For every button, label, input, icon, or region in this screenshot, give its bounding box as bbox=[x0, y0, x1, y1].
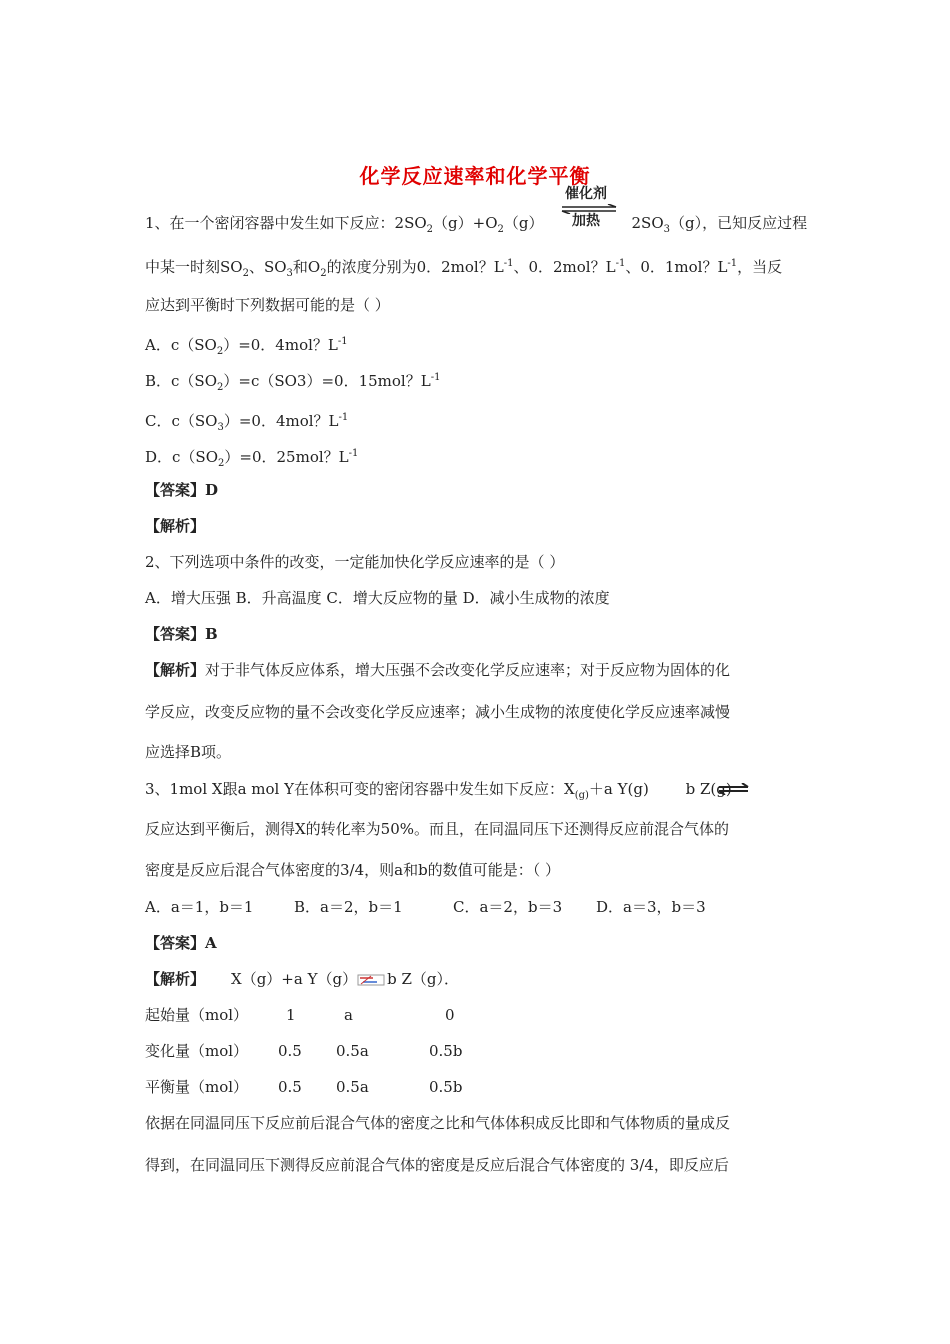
subscript: 3 bbox=[663, 224, 670, 235]
subscript: 3 bbox=[286, 268, 293, 279]
superscript: -1 bbox=[348, 448, 359, 459]
q3-text: b Z(g) bbox=[680, 780, 732, 798]
q1-text: 2SO bbox=[631, 214, 664, 232]
q2-answer: 【答案】B bbox=[145, 625, 218, 643]
q1-text: 、0．1mol？L bbox=[625, 258, 728, 276]
subscript: 2 bbox=[218, 458, 225, 469]
catalyst-condition: 催化剂 bbox=[565, 186, 607, 202]
q3-text: 3、1mol X跟a mol Y在体积可变的密闭容器中发生如下反应：X bbox=[145, 780, 575, 798]
q1-text: 1、在一个密闭容器中发生如下反应：2SO bbox=[145, 214, 427, 232]
row-x: 0.5 bbox=[278, 1078, 302, 1096]
row-z: 0 bbox=[445, 1006, 455, 1024]
q1-text: 中某一时刻SO bbox=[145, 258, 243, 276]
q3-option-b: B．a＝2，b＝1 bbox=[294, 898, 403, 916]
q1-stem-line1 bbox=[145, 213, 807, 240]
q3-option-a: A．a＝1，b＝1 bbox=[145, 898, 254, 916]
row-y: 0.5a bbox=[336, 1042, 369, 1060]
row-label: 起始量（mol） bbox=[145, 1006, 249, 1024]
q1-option-c bbox=[145, 408, 348, 438]
subscript: 2 bbox=[217, 382, 224, 393]
row-label: 变化量（mol） bbox=[145, 1042, 249, 1060]
q1-text: （g） bbox=[503, 214, 544, 232]
row-z: 0.5b bbox=[429, 1078, 463, 1096]
q1-stem-line3: 应达到平衡时下列数据可能的是（ ） bbox=[145, 296, 390, 314]
q1-text: ）=0．4mol？L bbox=[223, 336, 338, 354]
subscript: 3 bbox=[217, 422, 224, 433]
q1-text: D．c（SO bbox=[145, 448, 219, 466]
equilibrium-arrow-icon bbox=[357, 974, 387, 986]
q3-para1: 依据在同温同压下反应前后混合气体的密度之比和气体体积成反比即和气体物质的量成反 bbox=[145, 1114, 731, 1132]
q1-text: B．c（SO bbox=[145, 372, 217, 390]
row-x: 0.5 bbox=[278, 1042, 302, 1060]
row-z: 0.5b bbox=[429, 1042, 463, 1060]
subscript: (g) bbox=[574, 790, 589, 801]
q2-options: A．增大压强 B．升高温度 C．增大反应物的量 D．减小生成物的浓度 bbox=[145, 589, 610, 607]
q1-text: 、SO bbox=[248, 258, 287, 276]
superscript: -1 bbox=[337, 336, 348, 347]
document-title: 化学反应速率和化学平衡 bbox=[359, 164, 591, 188]
q3-para2: 得到，在同温同压下测得反应前混合气体的密度是反应后混合气体密度的 3/4，即反应后 bbox=[145, 1156, 729, 1174]
q1-text: （g）+O bbox=[433, 214, 498, 232]
q1-text: 的浓度分别为0．2mol？L bbox=[326, 258, 504, 276]
q1-text: 和O bbox=[292, 258, 321, 276]
superscript: -1 bbox=[727, 258, 738, 269]
q3-text: ＋a Y(g) bbox=[588, 780, 649, 798]
row-y: 0.5a bbox=[336, 1078, 369, 1096]
q1-text: A．c（SO bbox=[145, 336, 217, 354]
q2-analysis-line3: 应选择B项。 bbox=[145, 743, 232, 761]
subscript: 2 bbox=[242, 268, 249, 279]
q3-answer: 【答案】A bbox=[145, 934, 217, 952]
q1-option-b bbox=[145, 368, 440, 398]
q3-stem-line1 bbox=[145, 779, 732, 806]
q1-text: 、0．2mol？L bbox=[513, 258, 616, 276]
q3-analysis-eq bbox=[145, 969, 459, 989]
equilibrium-arrow-icon bbox=[718, 783, 750, 795]
analysis-label: 【解析】 bbox=[145, 970, 206, 988]
row-y: a bbox=[344, 1006, 353, 1024]
q3-option-c: C．a＝2，b＝3 bbox=[453, 898, 563, 916]
analysis-label: 【解析】 bbox=[145, 661, 206, 679]
q2-analysis-line2: 学反应，改变反应物的量不会改变化学反应速率；减小生成物的浓度使化学反应速率减慢 bbox=[145, 703, 731, 721]
row-x: 1 bbox=[286, 1006, 296, 1024]
subscript: 2 bbox=[426, 224, 434, 235]
q3-option-d: D．a＝3，b＝3 bbox=[596, 898, 706, 916]
q2-analysis-line1 bbox=[145, 660, 730, 680]
superscript: -1 bbox=[503, 258, 514, 269]
superscript: -1 bbox=[430, 372, 441, 383]
q1-text: ）=c（SO3）=0．15mol？L bbox=[223, 372, 431, 390]
subscript: 2 bbox=[320, 268, 327, 279]
superscript: -1 bbox=[615, 258, 626, 269]
heating-condition: 加热 bbox=[572, 213, 600, 229]
q1-text: ，当反 bbox=[737, 258, 783, 276]
q3-stem-line2: 反应达到平衡后，测得X的转化率为50%。而且，在同温同压下还测得反应前混合气体的 bbox=[145, 820, 730, 838]
q1-stem-line2 bbox=[145, 254, 782, 284]
q1-analysis: 【解析】 bbox=[145, 517, 206, 535]
q1-option-a bbox=[145, 332, 348, 362]
q1-option-d bbox=[145, 444, 358, 474]
subscript: 2 bbox=[216, 346, 224, 357]
q1-text: （g），已知反应过程 bbox=[670, 214, 808, 232]
analysis-equation: X（g）+a Y（g） bbox=[231, 970, 358, 988]
analysis-text: 对于非气体反应体系，增大压强不会改变化学反应速率；对于反应物为固体的化 bbox=[205, 661, 731, 679]
q1-text: ）=0．25mol？L bbox=[224, 448, 349, 466]
q1-text: ）=0．4mol？L bbox=[223, 412, 339, 430]
subscript: 2 bbox=[497, 224, 504, 235]
row-label: 平衡量（mol） bbox=[145, 1078, 249, 1096]
q1-answer: 【答案】D bbox=[145, 481, 219, 499]
q2-stem: 2、下列选项中条件的改变，一定能加快化学反应速率的是（ ） bbox=[145, 553, 565, 571]
q1-text: C．c（SO bbox=[145, 412, 218, 430]
analysis-equation: b Z（g）． bbox=[387, 970, 459, 988]
superscript: -1 bbox=[338, 412, 349, 423]
q3-stem-line3: 密度是反应后混合气体密度的3/4，则a和b的数值可能是：（ ） bbox=[145, 861, 560, 879]
